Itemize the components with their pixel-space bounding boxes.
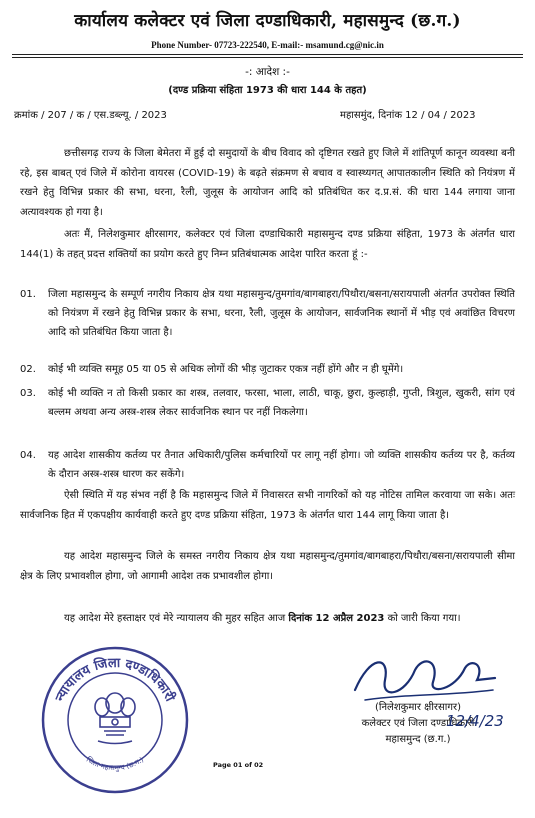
order-item-text: जिला महासमुन्द के सम्पूर्ण नगरीय निकाय क्षेत्र यथा महासमुन्द/तुमगांव/बागबाहरा/पिथौरा/बसना/सरायपाली अंतर्गत उपरोक्त स्थिति को नियंत्रण में रखने हेतु विभिन्न प्रकार के सभा, धरना, रैली, जुलूस के आयोजन, सार्वजनिक स्थानों में भीड़ एवं अवांछित विचरण आदि को प्रतिबंधित किया जाता है। xyxy=(48,289,515,338)
order-ref-no: क्रमांक / 207 / क / एस.डब्ल्यू. / 2023 xyxy=(14,110,167,121)
order-item-2 xyxy=(20,360,515,379)
paragraph-background: छत्तीसगढ़ राज्य के जिला बेमेतरा में हुई दो समुदायों के बीच विवाद को दृष्टिगत रखते हुए जिले में शांतिपूर्ण कानून व्यवस्था बनी रहे, इस बाबत् एवं जिले में कोरोना वायरस (COVID-19) के बढ़ते संक्रमण से बचाव व स्वास्थ्यगत् आपातकालीन स्थिति को नियंत्रण में रखने हेतु विभिन्न प्रकार की सभा, धरना, रैली, जुलूस के आयोजन आदि को प्रतिबंधित कर द.प्र.सं. की धारा 144 लगाया जाना अत्यावश्यक हो गया है। xyxy=(20,148,515,218)
emblem-icon xyxy=(95,693,135,744)
order-item-number: 03. xyxy=(20,388,36,399)
order-item-4 xyxy=(20,446,515,484)
order-item-text: कोई भी व्यक्ति समूह 05 या 05 से अधिक लोगों की भीड़ जुटाकर एकत्र नहीं होंगे और न ही घूमेंगे। xyxy=(48,364,404,375)
order-item-text: यह आदेश शासकीय कर्तव्य पर तैनात अधिकारी/पुलिस कर्मचारियों पर लागू नहीं होगा। जो व्यक्ति शासकीय कर्तव्य पर है, कर्तव्य के दौरान अस्त्र-शस्त्र धारण कर सकेंगे। xyxy=(48,450,515,480)
signatory-name: (निलेशकुमार क्षीरसागर) xyxy=(375,702,461,713)
court-seal xyxy=(40,645,190,795)
signatory-place: महासमुन्द (छ.ग.) xyxy=(385,734,451,745)
order-item-number: 02. xyxy=(20,364,36,375)
page-number: Page 01 of 02 xyxy=(213,761,264,769)
seal-bottom-text: जिला-महासमुन्द (छ.ग.) xyxy=(84,755,146,773)
paragraph-notice: ऐसी स्थिति में यह संभव नहीं है कि महासमुन्द जिले में निवासरत सभी नागरिकों को यह नोटिस तामिल करवाया जा सके। अतः सार्वजनिक हित में एकपक्षीय कार्यवाही करते हुए दण्ड प्रक्रिया संहिता, 1973 के अंतर्गत धारा 144 लागू किया जाता है। xyxy=(20,490,515,521)
order-item-1 xyxy=(20,285,515,342)
paragraph-effect: यह आदेश महासमुन्द जिले के समस्त नगरीय निकाय क्षेत्र यथा महासमुन्द/तुमगांव/बागबाहरा/पिथौरा/बसना/सरायपाली सीमा क्षेत्र के लिए प्रभावशील होगा, जो आगामी आदेश तक प्रभावशील होगा। xyxy=(20,551,515,582)
paragraph-issue xyxy=(20,609,515,629)
order-item-number: 01. xyxy=(20,289,36,300)
header-rule-top xyxy=(12,54,523,55)
order-item-3 xyxy=(20,384,515,422)
issue-text-pre: यह आदेश मेरे हस्ताक्षर एवं मेरे न्यायालय की मुहर सहित आज xyxy=(64,613,289,624)
office-contact: Phone Number- 07723-222540, E-mail:- msamund.cg@nic.in xyxy=(151,40,384,50)
seal-inner-ring xyxy=(68,673,162,767)
header-rule-bottom xyxy=(12,57,523,58)
handwritten-date: 12/4/23 xyxy=(446,712,504,730)
paragraph-authority: अतः मैं, निलेशकुमार क्षीरसागर, कलेक्टर एवं जिला दण्डाधिकारी महासमुन्द दण्ड प्रक्रिया संहिता, 1973 के अंतर्गत धारा 144(1) के तहत् प्रदत्त शक्तियों का प्रयोग करते हुए निम्न प्रतिबंधात्मक आदेश पारित करता हूं :- xyxy=(20,229,515,260)
seal-text: न्यायालय जिला दण्डाधिकारी xyxy=(52,655,178,704)
order-item-number: 04. xyxy=(20,450,36,461)
order-heading: -: आदेश :- xyxy=(245,66,290,78)
office-title: कार्यालय कलेक्टर एवं जिला दण्डाधिकारी, महासमुन्द (छ.ग.) xyxy=(74,11,461,31)
order-section: (दण्ड प्रक्रिया संहिता 1973 की धारा 144 के तहत) xyxy=(168,85,367,96)
order-item-text: कोई भी व्यक्ति न तो किसी प्रकार का शस्त्र, तलवार, फरसा, भाला, लाठी, चाकू, छुरा, कुल्हाड़ी, गुप्ती, त्रिशुल, खुकरी, सांग एवं बल्लम अथवा अन्य अस्त्र-शस्त्र लेकर सार्वजनिक स्थान पर नहीं निकलेगा। xyxy=(48,388,515,418)
issue-date: दिनांक 12 अप्रैल 2023 xyxy=(288,613,385,624)
order-place-date: महासमुंद, दिनांक 12 / 04 / 2023 xyxy=(340,110,476,121)
signatory-designation: कलेक्टर एवं जिला दण्डाधिकारी xyxy=(361,718,475,729)
issue-text-post: को जारी किया गया। xyxy=(384,613,461,624)
